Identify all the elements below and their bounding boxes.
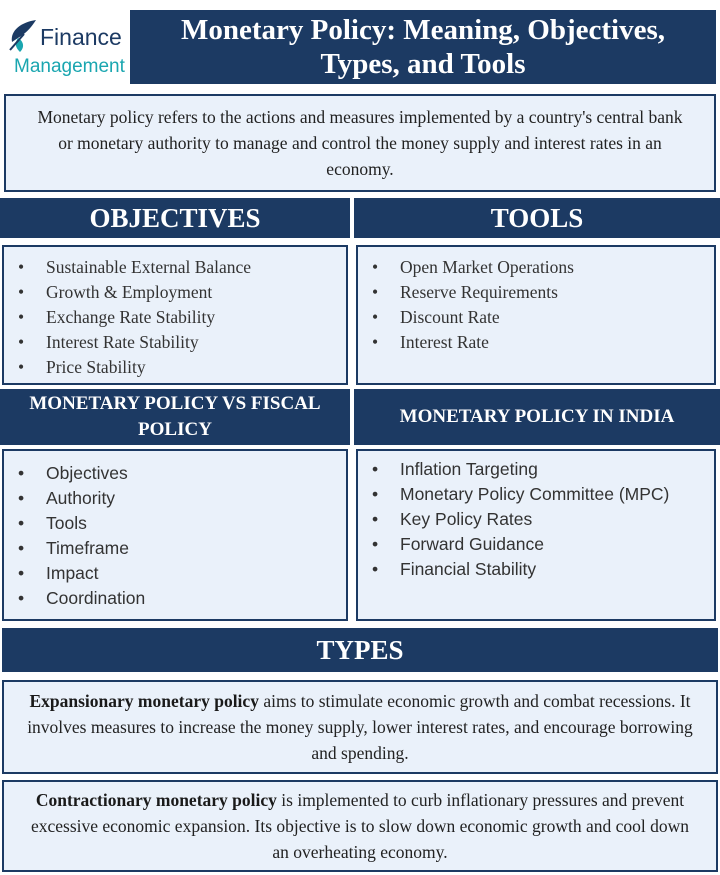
tools-heading: TOOLS	[354, 198, 720, 238]
vs-fiscal-list	[4, 451, 346, 611]
list-item: • Open Market Operations	[372, 255, 714, 280]
list-item: • Coordination	[18, 586, 346, 611]
list-item: • Authority	[18, 486, 346, 511]
intro-text: Monetary policy refers to the actions and measures implemented by a country's central bank or monetary authority to manage and control the money supply and interest rates in an economy.	[4, 94, 716, 192]
list-item: • Key Policy Rates	[372, 507, 714, 532]
finance-management-logo	[4, 6, 126, 84]
list-item: • Reserve Requirements	[372, 280, 714, 305]
expansionary-description: aims to stimulate economic growth and combat recessions. It involves measures to increase the money supply, lower interest rates, and encourage borrowing and spending.	[27, 691, 693, 763]
expansionary-panel	[2, 680, 718, 774]
list-item: • Interest Rate	[372, 330, 714, 355]
list-item: • Discount Rate	[372, 305, 714, 330]
list-item: • Objectives	[18, 461, 346, 486]
list-item: • Interest Rate Stability	[18, 330, 346, 355]
page-title: Monetary Policy: Meaning, Objectives, Types, and Tools	[130, 10, 716, 84]
e-leaf-logo-icon	[6, 16, 42, 56]
list-item: • Growth & Employment	[18, 280, 346, 305]
list-item: • Inflation Targeting	[372, 457, 714, 482]
logo-line-1: Finance	[40, 24, 122, 50]
list-item: • Forward Guidance	[372, 532, 714, 557]
list-item: • Financial Stability	[372, 557, 714, 582]
list-item: • Timeframe	[18, 536, 346, 561]
list-item: • Price Stability	[18, 355, 346, 380]
list-item: • Monetary Policy Committee (MPC)	[372, 482, 714, 507]
contractionary-description: is implemented to curb inflationary pressures and prevent excessive economic expansion. Its objective is to slow down economic growth and cool down an overheating economy.	[30, 790, 690, 862]
list-item: • Exchange Rate Stability	[18, 305, 346, 330]
logo-line-2: Management	[14, 56, 125, 77]
india-heading: MONETARY POLICY IN INDIA	[354, 389, 720, 445]
expansionary-term: Expansionary monetary policy	[29, 691, 259, 711]
objectives-panel	[2, 245, 348, 385]
contractionary-panel	[2, 780, 718, 872]
india-list	[358, 451, 714, 582]
objectives-list	[4, 247, 346, 380]
expansionary-text	[22, 688, 698, 766]
contractionary-text	[22, 787, 698, 865]
objectives-heading: OBJECTIVES	[0, 198, 350, 238]
vs-fiscal-panel	[2, 449, 348, 621]
vs-fiscal-heading: MONETARY POLICY VS FISCAL POLICY	[0, 389, 350, 445]
list-item: • Tools	[18, 511, 346, 536]
tools-panel	[356, 245, 716, 385]
list-item: • Sustainable External Balance	[18, 255, 346, 280]
list-item: • Impact	[18, 561, 346, 586]
india-panel	[356, 449, 716, 621]
types-heading: TYPES	[2, 628, 718, 672]
contractionary-term: Contractionary monetary policy	[35, 790, 277, 810]
tools-list	[358, 247, 714, 355]
